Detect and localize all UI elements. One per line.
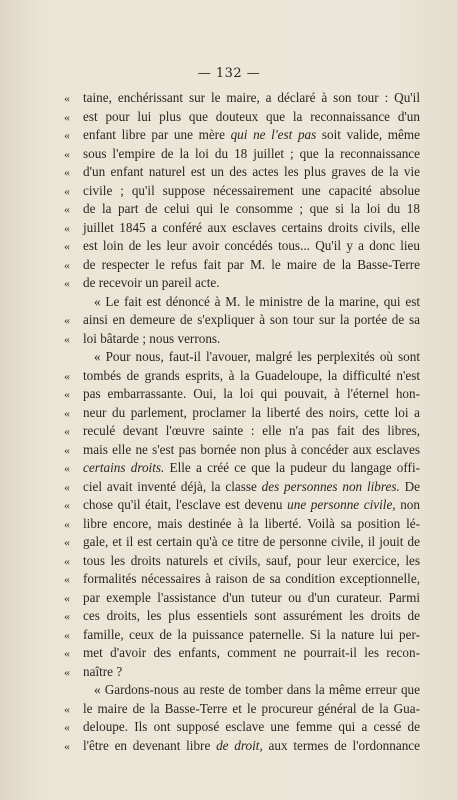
italic-text: de droit,: [216, 737, 263, 753]
text-segment: met d'avoir des enfants, comment ne pourrait-il les recon-: [83, 645, 420, 660]
text-segment: reculé devant l'œuvre sainte : elle n'a pas fait des libres,: [83, 423, 420, 438]
line-text: [83, 256, 420, 275]
text-segment: naître ?: [83, 663, 123, 679]
italic-text: des personnes non libres.: [261, 478, 400, 494]
line-text: [83, 274, 420, 293]
line-text: [83, 663, 420, 682]
line-text: [94, 348, 420, 367]
text-line: [64, 515, 420, 534]
quote-mark: «: [64, 461, 70, 475]
line-text: [83, 89, 420, 108]
text-line: [64, 200, 420, 219]
text-line: [64, 293, 420, 312]
text-segment: tous les droits naturels et civils, sauf, pour leur exercice, les: [83, 552, 420, 568]
quote-mark: «: [64, 183, 70, 198]
line-text: [83, 589, 420, 608]
line-text: [83, 200, 420, 219]
line-text: [83, 367, 420, 386]
line-text: [83, 330, 420, 349]
quote-mark: «: [64, 165, 70, 179]
text-line: [64, 589, 420, 608]
italic-text: certains droits.: [83, 460, 165, 475]
text-line: [64, 700, 420, 719]
page-number: — 132 —: [197, 66, 261, 81]
line-text: [83, 515, 420, 534]
text-segment: ainsi en demeure de s'expliquer à son tour sur la portée de sa: [83, 312, 420, 327]
line-text: [83, 441, 420, 460]
quote-mark: «: [64, 646, 70, 660]
line-text: [83, 385, 420, 404]
text-segment: neur du parlement, proclamer la liberté des noirs, cette loi a: [83, 404, 420, 420]
text-line: [64, 256, 420, 275]
text-segment: juillet 1845 a conféré aux esclaves certains droits civils, elle: [83, 219, 420, 235]
line-text: [83, 700, 420, 719]
quote-mark: «: [64, 239, 70, 253]
text-segment: l'être en devenant libre: [83, 737, 217, 753]
italic-text: une personne civile,: [287, 497, 396, 512]
text-line: [64, 441, 420, 460]
text-line: [64, 607, 420, 626]
line-text: [83, 311, 420, 330]
line-text: [83, 145, 420, 164]
line-text: [83, 422, 420, 441]
text-segment: tombés de grands esprits, à la Guadeloupe, la difficulté n'est: [83, 367, 420, 383]
quote-mark: «: [64, 276, 70, 290]
body-text: [64, 89, 420, 755]
line-text: [83, 533, 420, 552]
text-line: [64, 385, 420, 404]
quote-mark: «: [64, 516, 70, 531]
text-segment: chose qu'il était, l'esclave est devenu: [83, 497, 288, 512]
text-segment: de recevoir un pareil acte.: [83, 275, 220, 290]
text-segment: famille, ceux de la puissance paternelle. Si la nature lui per-: [83, 626, 420, 642]
text-segment: « Gardons-nous au reste de tomber dans la même erreur que: [94, 682, 420, 697]
line-text: [83, 607, 420, 626]
text-segment: d'un enfant naturel est un des actes les plus graves de la vie: [83, 164, 420, 179]
line-text: [83, 626, 420, 645]
text-segment: de la part de celui qui le consomme ; que si la loi du 18: [83, 201, 420, 216]
quote-mark: «: [64, 331, 70, 346]
text-segment: le maire de la Basse-Terre et le procureur général de la Gua-: [83, 700, 420, 716]
line-text: [83, 126, 420, 145]
line-text: [83, 570, 420, 589]
text-line: [64, 552, 420, 571]
text-line: [64, 163, 420, 182]
text-line: [64, 182, 420, 201]
line-text: [83, 478, 420, 497]
text-line: [64, 626, 420, 645]
text-segment: libre encore, mais destinée à la liberté. Voilà sa position lé-: [83, 515, 420, 531]
text-line: [64, 533, 420, 552]
quote-mark: «: [64, 553, 70, 568]
text-line: [64, 330, 420, 349]
quote-mark: «: [64, 609, 70, 623]
line-text: [83, 404, 420, 423]
quote-mark: «: [64, 498, 70, 512]
quote-mark: «: [64, 720, 70, 734]
text-line: [64, 404, 420, 423]
line-text: [83, 163, 420, 182]
text-segment: aux termes de l'ordonnance: [262, 737, 420, 753]
text-line: [64, 737, 420, 756]
text-segment: loi bâtarde ; nous verrons.: [83, 330, 221, 346]
quote-mark: «: [64, 535, 70, 549]
line-text: [83, 108, 420, 127]
text-line: [64, 422, 420, 441]
quote-mark: «: [64, 627, 70, 642]
text-line: [64, 718, 420, 737]
quote-mark: «: [64, 442, 70, 457]
quote-mark: «: [64, 479, 70, 494]
quote-mark: «: [64, 109, 70, 124]
text-segment: mais elle ne s'est pas bornée non plus à concéder aux esclaves: [83, 441, 420, 457]
quote-mark: «: [64, 387, 70, 401]
quote-mark: «: [64, 257, 70, 272]
text-segment: taine, enchérissant sur le maire, a déclaré à son tour : Qu'il: [83, 90, 420, 105]
text-segment: par exemple l'assistance d'un tuteur ou d'un curateur. Parmi: [83, 589, 420, 605]
text-segment: enfant libre par une mère: [83, 127, 231, 142]
text-segment: est loin de les leur avoir concédés tous... Qu'il y a donc lieu: [83, 238, 420, 253]
line-text: [94, 293, 420, 312]
quote-mark: «: [64, 220, 70, 235]
text-segment: est pour lui plus que douteux que la reconnaissance d'un: [83, 108, 420, 124]
quote-mark: «: [64, 128, 70, 142]
line-text: [83, 219, 420, 238]
line-text: [83, 644, 420, 663]
quote-mark: «: [64, 368, 70, 383]
text-line: [64, 681, 420, 700]
text-segment: « Le fait est dénoncé à M. le ministre de la marine, qui est: [94, 293, 420, 309]
quote-mark: «: [64, 202, 70, 216]
text-segment: de respecter le refus fait par M. le maire de la Basse-Terre: [83, 256, 420, 272]
text-segment: gale, et il est certain qu'à ce titre de personne civile, il jouit de: [83, 534, 420, 549]
text-segment: soit valide, même: [316, 127, 420, 142]
text-line: [64, 89, 420, 108]
text-segment: civile ; qu'il suppose nécessairement une capacité absolue: [83, 182, 420, 198]
text-line: [64, 478, 420, 497]
quote-mark: «: [64, 738, 70, 753]
quote-mark: «: [64, 146, 70, 161]
text-segment: ciel avait inventé déjà, la classe: [83, 478, 262, 494]
text-segment: sous l'empire de la loi du 18 juillet ; que la reconnaissance: [83, 145, 420, 161]
text-line: [64, 496, 420, 515]
italic-text: qui ne l'est pas: [230, 127, 317, 142]
text-segment: non: [395, 497, 420, 512]
line-text: [83, 496, 420, 515]
line-text: [83, 718, 420, 737]
text-line: [64, 126, 420, 145]
text-segment: pas embarrassante. Oui, la loi qui pouvait, à l'éternel hon-: [83, 386, 420, 401]
text-segment: « Pour nous, faut-il l'avouer, malgré les perplexités où sont: [94, 349, 420, 364]
text-line: [64, 311, 420, 330]
text-segment: deloupe. Ils ont supposé esclave une femme qui a cessé de: [83, 719, 420, 734]
quote-mark: «: [64, 590, 70, 605]
text-segment: De: [399, 478, 420, 494]
quote-mark: «: [64, 664, 70, 679]
text-segment: formalités nécessaires à raison de sa condition exceptionnelle,: [83, 571, 420, 586]
text-line: [64, 644, 420, 663]
line-text: [83, 459, 420, 478]
text-line: [64, 108, 420, 127]
text-line: [64, 367, 420, 386]
text-line: [64, 145, 420, 164]
line-text: [94, 681, 420, 700]
quote-mark: «: [64, 405, 70, 420]
text-line: [64, 237, 420, 256]
line-text: [83, 237, 420, 256]
quote-mark: «: [64, 424, 70, 438]
text-line: [64, 274, 420, 293]
quote-mark: «: [64, 313, 70, 327]
text-line: [64, 459, 420, 478]
line-text: [83, 552, 420, 571]
text-line: [64, 348, 420, 367]
text-segment: Elle a créé ce que la pudeur du langage offi-: [164, 460, 420, 475]
text-line: [64, 219, 420, 238]
line-text: [83, 182, 420, 201]
line-text: [83, 737, 420, 756]
quote-mark: «: [64, 91, 70, 105]
quote-mark: «: [64, 701, 70, 716]
text-line: [64, 570, 420, 589]
text-segment: ces droits, les plus essentiels sont assurément les droits de: [83, 608, 420, 623]
quote-mark: «: [64, 572, 70, 586]
text-line: [64, 663, 420, 682]
